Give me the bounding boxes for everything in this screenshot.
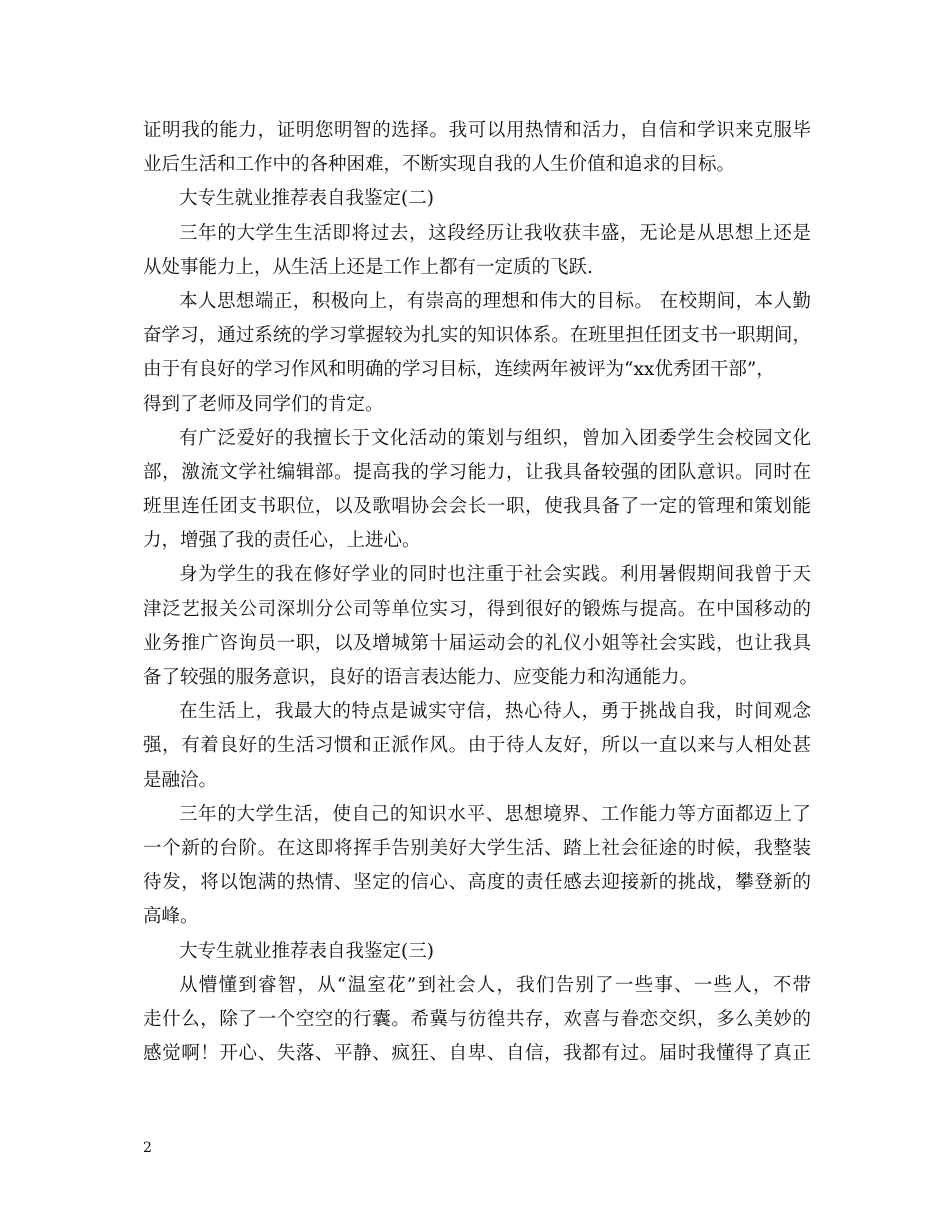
text-line: 由于有良好的学习作风和明确的学习目标，连续两年被评为“xx优秀团干部”，: [143, 359, 775, 381]
section-heading: 大专生就业推荐表自我鉴定(二): [179, 188, 434, 210]
text-line: 是融洽。: [143, 769, 218, 791]
text-line: 备了较强的服务意识，良好的语言表达能力、应变能力和沟通能力。: [143, 667, 699, 688]
text-line: 得到了老师及同学们的肯定。: [143, 393, 384, 415]
text-line: 三年的大学生活，使自己的知识水平、思想境界、工作能力等方面都迈上了: [179, 803, 811, 825]
text-line: 力，增强了我的责任心，上进心。: [143, 530, 421, 552]
text-line: 奋学习，通过系统的学习掌握较为扎实的知识体系。在班里担任团支书一职期间，: [143, 325, 811, 347]
text-line: 走什么，除了一个空空的行囊。希冀与彷徨共存，欢喜与眷恋交织，多么美妙的: [143, 1008, 811, 1030]
text-line: 强，有着良好的生活习惯和正派作风。由于待人友好，所以一直以来与人相处甚: [143, 735, 811, 757]
text-line: 津泛艺报关公司深圳分公司等单位实习，得到很好的锻炼与提高。在中国移动的: [143, 598, 811, 620]
text-line: 有广泛爱好的我擅长于文化活动的策划与组织，曾加入团委学生会校园文化: [179, 427, 811, 449]
page-number: 2: [143, 1140, 152, 1156]
text-line: 证明我的能力，证明您明智的选择。我可以用热情和活力，自信和学识来克服毕: [143, 120, 811, 141]
text-line: 部，激流文学社编辑部。提高我的学习能力，让我具备较强的团队意识。同时在: [143, 461, 811, 483]
text-line: 从处事能力上，从生活上还是工作上都有一定质的飞跃.: [143, 256, 593, 278]
text-line: 班里连任团支书职位，以及歌唱协会会长一职，使我具备了一定的管理和策划能: [143, 496, 811, 518]
text-line: 待发，将以饱满的热情、坚定的信心、高度的责任感去迎接新的挑战，攀登新的: [143, 872, 811, 894]
text-line: 在生活上，我最大的特点是诚实守信，热心待人，勇于挑战自我，时间观念: [179, 701, 811, 723]
text-line: 业后生活和工作中的各种困难，不断实现自我的人生价值和追求的目标。: [143, 154, 736, 176]
text-line: 感觉啊！开心、失落、平静、疯狂、自卑、自信，我都有过。届时我懂得了真正: [143, 1043, 811, 1065]
text-line: 业务推广咨询员一职，以及增城第十届运动会的礼仪小姐等社会实践，也让我具: [143, 632, 811, 654]
text-line: 从懵懂到睿智，从“温室花”到社会人，我们告别了一些事、一些人，不带: [179, 974, 811, 996]
text-line: 三年的大学生生活即将过去，这段经历让我收获丰盛，无论是从思想上还是: [179, 222, 811, 244]
text-line: 高峰。: [143, 906, 199, 928]
text-line: 一个新的台阶。在这即将挥手告别美好大学生活、踏上社会征途的时候，我整装: [143, 837, 811, 859]
section-heading: 大专生就业推荐表自我鉴定(三): [179, 940, 434, 962]
text-line: 本人思想端正，积极向上，有崇高的理想和伟大的目标。 在校期间，本人勤: [179, 290, 811, 312]
document-body: [143, 114, 811, 1071]
text-line: 身为学生的我在修好学业的同时也注重于社会实践。利用暑假期间我曾于天: [179, 564, 811, 586]
